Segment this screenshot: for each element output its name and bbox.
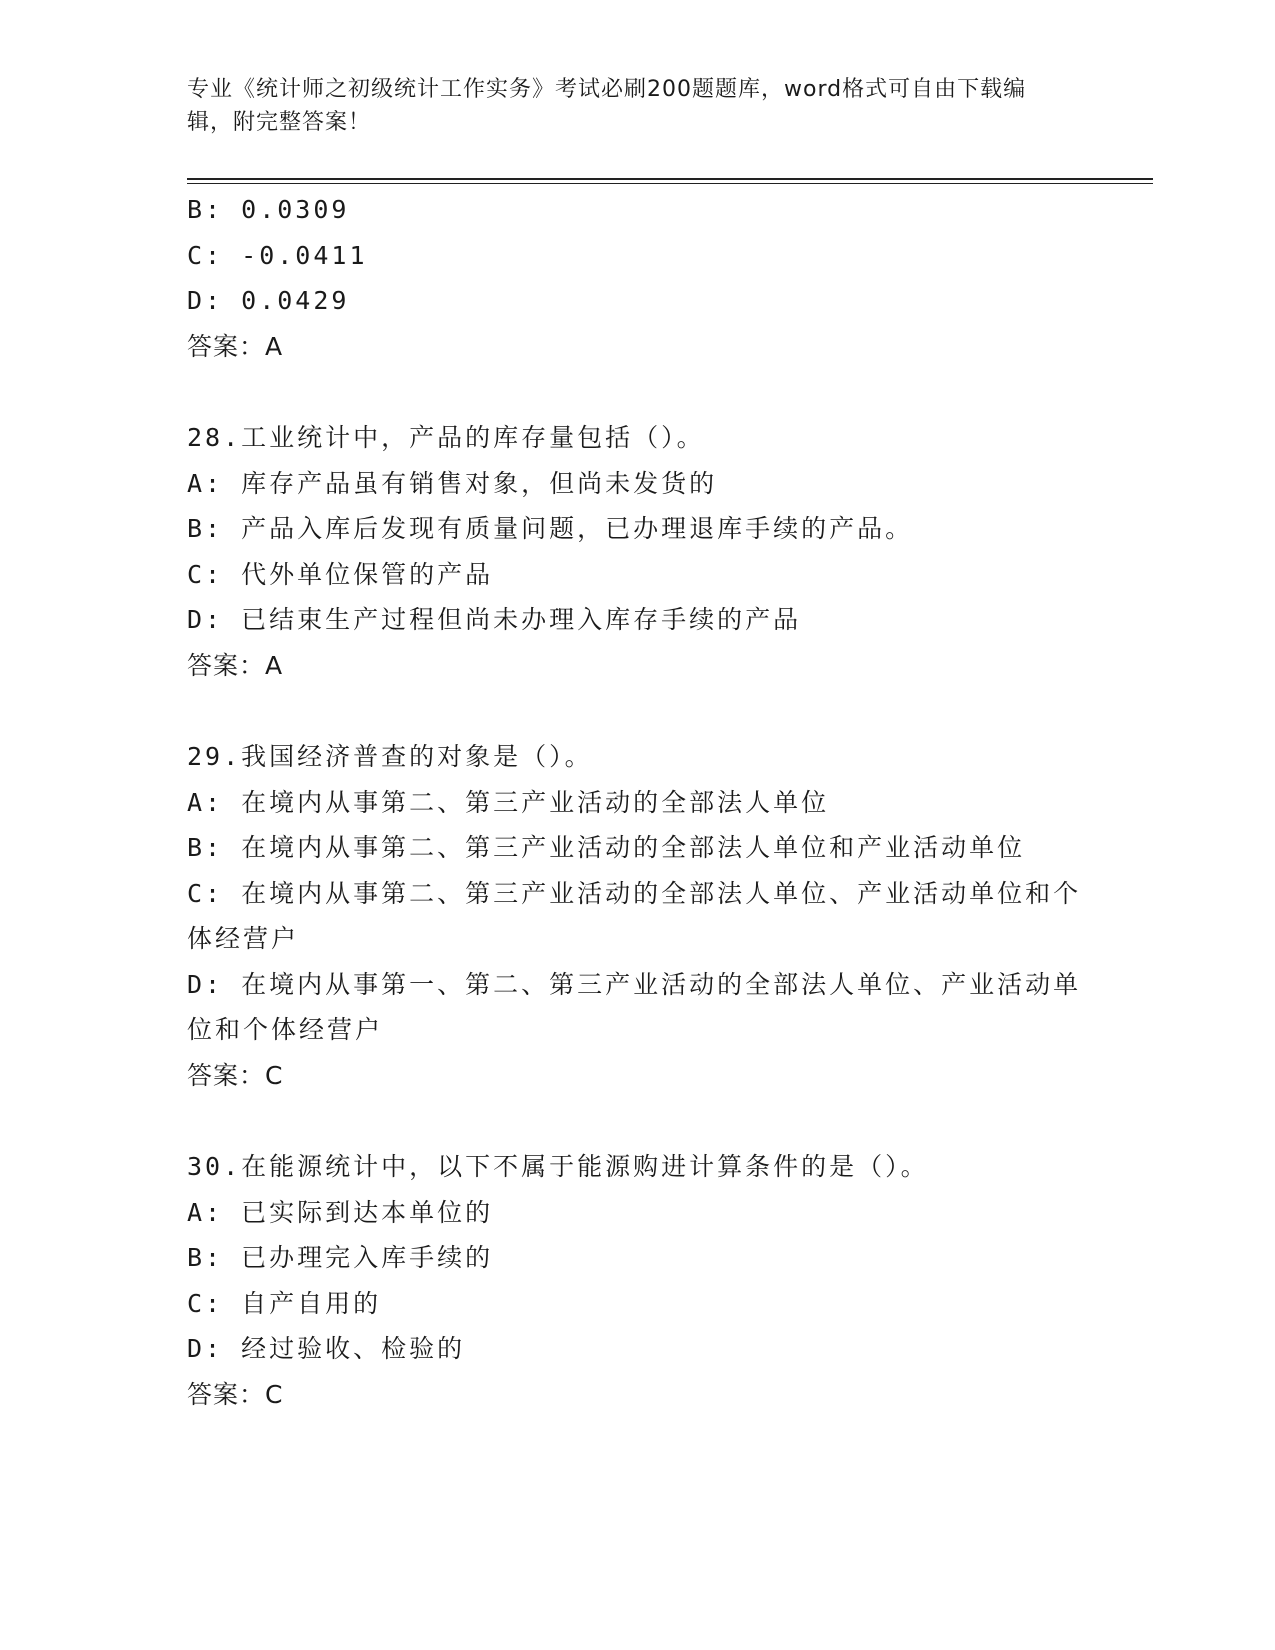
option-d: D: 在境内从事第一、第二、第三产业活动的全部法人单位、产业活动单位和个体经营户 — [187, 969, 1082, 1044]
question-block-29 — [187, 734, 1087, 1098]
option-d: D: 经过验收、检验的 — [187, 1334, 466, 1363]
question-text: 28.工业统计中，产品的库存量包括（）。 — [187, 423, 705, 452]
option-a: A: 在境内从事第二、第三产业活动的全部法人单位 — [187, 787, 830, 817]
header-rule-thick — [187, 178, 1153, 180]
question-text: 29.我国经济普查的对象是（）。 — [187, 742, 593, 771]
option-b: B: 已办理完入库手续的 — [187, 1243, 494, 1272]
option-c: C: -0.0411 — [187, 240, 368, 270]
option-a: A: 库存产品虽有销售对象，但尚未发货的 — [187, 468, 718, 498]
document-body — [187, 187, 1087, 1417]
option-c: C: 在境内从事第二、第三产业活动的全部法人单位、产业活动单位和个体经营户 — [187, 878, 1082, 953]
option-a: A: 已实际到达本单位的 — [187, 1197, 494, 1227]
answer: 答案：A — [187, 331, 284, 361]
header-rule-thin — [187, 183, 1153, 184]
option-c: C: 自产自用的 — [187, 1288, 382, 1318]
document-header: 专业《统计师之初级统计工作实务》考试必刷200题题库，word格式可自由下载编辑，附完整答案！ — [187, 77, 1027, 135]
question-text: 30.在能源统计中，以下不属于能源购进计算条件的是（）。 — [187, 1152, 929, 1181]
option-d: D: 0.0429 — [187, 286, 350, 315]
option-c: C: 代外单位保管的产品 — [187, 559, 494, 589]
option-b: B: 产品入库后发现有质量问题，已办理退库手续的产品。 — [187, 514, 914, 543]
answer: 答案：C — [187, 1379, 284, 1409]
option-d: D: 已结束生产过程但尚未办理入库存手续的产品 — [187, 605, 802, 634]
option-b: B: 在境内从事第二、第三产业活动的全部法人单位和产业活动单位 — [187, 833, 1026, 862]
question-block-30 — [187, 1144, 1087, 1417]
question-block-27 — [187, 187, 1087, 369]
answer: 答案：A — [187, 650, 284, 680]
question-block-28 — [187, 415, 1087, 688]
answer: 答案：C — [187, 1060, 284, 1090]
option-b: B: 0.0309 — [187, 195, 350, 224]
